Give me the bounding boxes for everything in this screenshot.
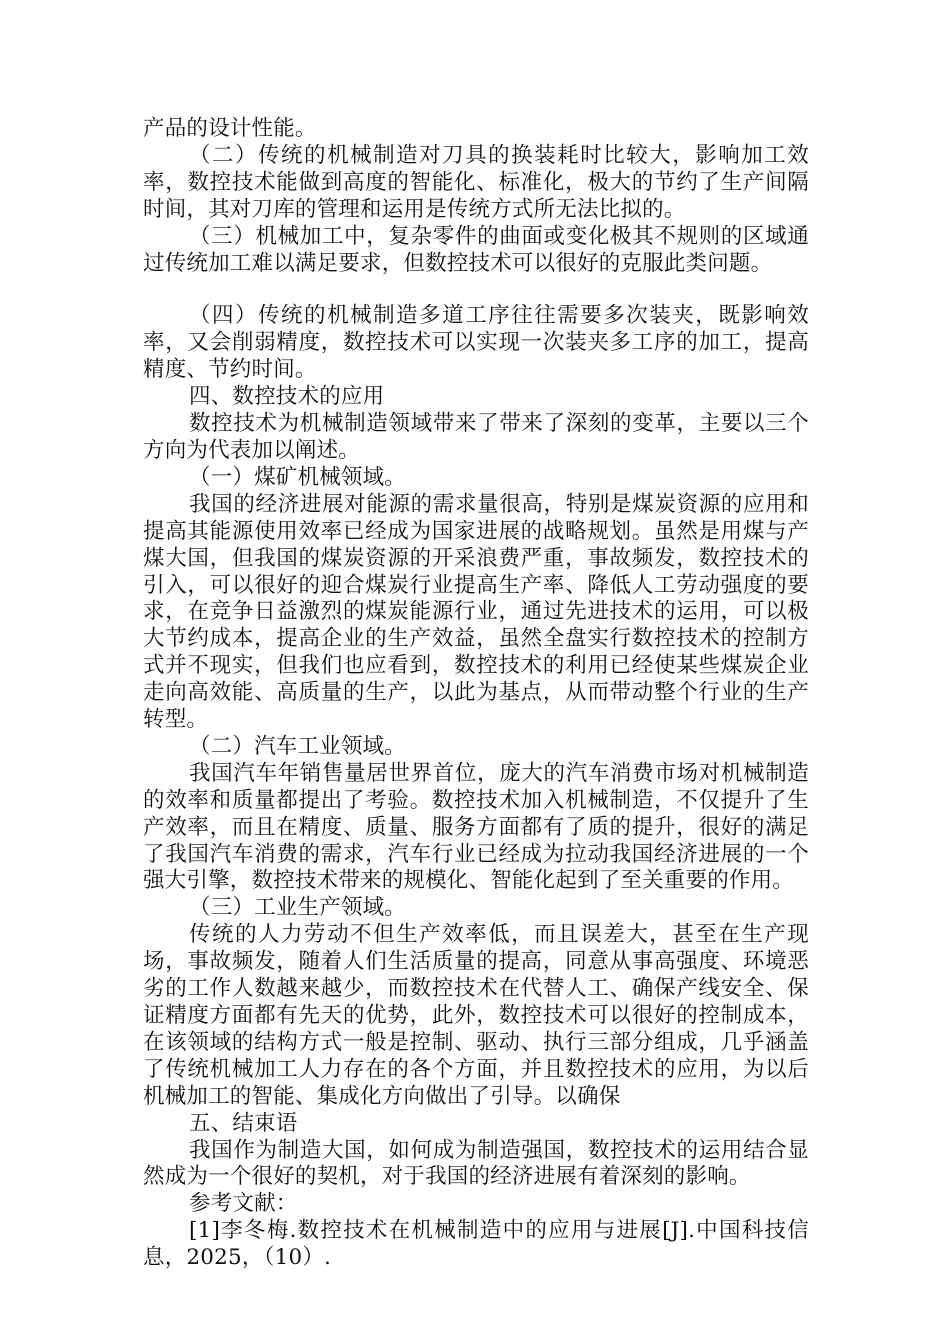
paragraph-industry: 传统的人力劳动不但生产效率低，而且误差大，甚至在生产现场，事故频发，随着人们生活质量的提高，同意从事高强度、环境恶劣的工作人数越来越少，而数控技术在代替人工、确保产线安全、保证精度方面都有先天的优势，此外，数控技术可以很好的控制成本，在该领域的结构方式一般是控制、驱动、执行三部分组成，几乎涵盖了传统机械加工人力存在的各个方面，并且数控技术的应用，为以后机械加工的智能、集成化方向做出了引导。以确保 [143,922,809,1109]
paragraph-item-2: （二）传统的机械制造对刀具的换装耗时比较大，影响加工效率，数控技术能做到高度的智能化、标准化，极大的节约了生产间隔时间，其对刀库的管理和运用是传统方式所无法比拟的。 [143,142,809,222]
section-intro: 数控技术为机械制造领域带来了带来了深刻的变革，主要以三个方向为代表加以阐述。 [143,411,809,463]
paragraph-auto: 我国汽车年销售量居世界首位，庞大的汽车消费市场对机械制造的效率和质量都提出了考验。数控技术加入机械制造，不仅提升了生产效率，而且在精度、质量、服务方面都有了质的提升，很好的满足了我国汽车消费的需求，汽车行业已经成为拉动我国经济进展的一个强大引擎，数控技术带来的规模化、智能化起到了至关重要的作用。 [143,760,809,894]
paragraph-item-4: （四）传统的机械制造多道工序往往需要多次装夹，既影响效率，又会削弱精度，数控技术可以实现一次装夹多工序的加工，提高精度、节约时间。 [143,303,809,383]
subheading-coal: （一）煤矿机械领域。 [189,464,407,490]
subheading-auto: （二）汽车工业领域。 [189,733,407,759]
references-heading: 参考文献： [189,1191,298,1217]
paragraph-coal: 我国的经济进展对能源的需求量很高，特别是煤炭资源的应用和提高其能源使用效率已经成为国家进展的战略规划。虽然是用煤与产煤大国，但我国的煤炭资源的开采浪费严重，事故频发，数控技术的引入，可以很好的迎合煤炭行业提高生产率、降低人工劳动强度的要求，在竞争日益激烈的煤炭能源行业，通过先进技术的运用，可以极大节约成本，提高企业的生产效益，虽然全盘实行数控技术的控制方式并不现实，但我们也应看到，数控技术的利用已经使某些煤炭企业走向高效能、高质量的生产，以此为基点，从而带动整个行业的生产转型。 [143,491,809,733]
reference-item-1: [1]李冬梅.数控技术在机械制造中的应用与进展[J].中国科技信息，2025，（10）. [143,1218,809,1271]
subheading-industry: （三）工业生产领域。 [189,895,407,921]
paragraph-item-3: （三）机械加工中，复杂零件的曲面或变化极其不规则的区域通过传统加工难以满足要求，但数控技术可以很好的克服此类问题。 [143,223,809,276]
section-heading-5: 五、结束语 [189,1110,298,1136]
paragraph-continuation: 产品的设计性能。 [143,116,317,141]
document-page [143,116,809,1272]
section-heading-4: 四、数控技术的应用 [189,384,385,410]
paragraph-conclusion: 我国作为制造大国，如何成为制造强国，数控技术的运用结合显然成为一个很好的契机，对于我国的经济进展有着深刻的影响。 [143,1137,809,1190]
paragraph-gap [143,277,809,303]
